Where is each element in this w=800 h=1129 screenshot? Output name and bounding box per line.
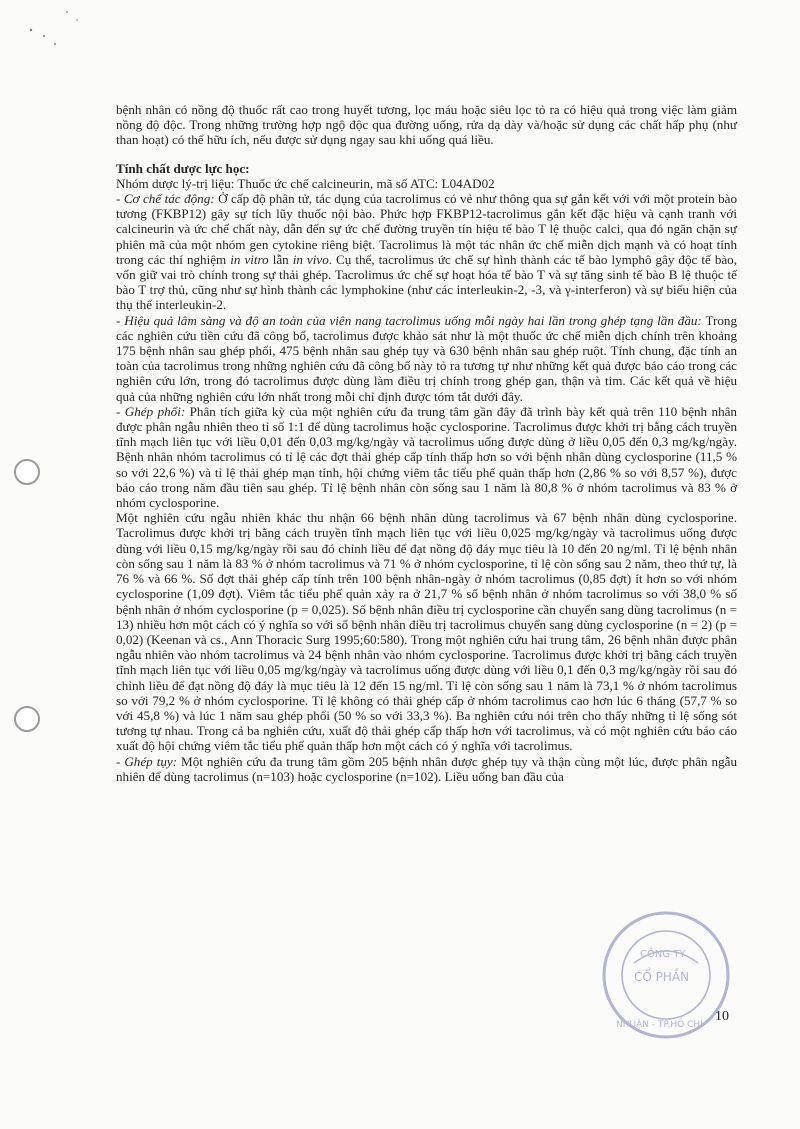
lung-label: - Ghép phổi: xyxy=(116,403,186,419)
efficacy-label: - Hiệu quả lâm sàng và độ an toàn của viên nang tacrolimus uống mỗi ngày hai lần trong ghép tạng lần đầu: xyxy=(116,312,702,328)
efficacy-paragraph xyxy=(116,313,737,404)
mechanism-label: - Cơ chế tác động: xyxy=(116,191,215,207)
document-body xyxy=(116,102,737,784)
drug-group-line: Nhóm dược lý-trị liệu: Thuốc ức chế calcineurin, mã số ATC: L04AD02 xyxy=(116,175,495,191)
lung-paragraph xyxy=(116,404,737,510)
pancreas-text: Một nghiên cứu đa trung tâm gồm 205 bệnh nhân được ghép tụy và thận cùng một lúc, được phân ngẫu nhiên để dùng tacrolimus (n=103) hoặc cyclosporine (n=102). Liều uống ban đầu của xyxy=(116,753,737,784)
and-in-text: lẫn xyxy=(268,251,293,267)
binder-hole-bottom xyxy=(14,706,40,732)
mechanism-text: Ở cấp độ phân tử, tác dụng của tacrolimus có vẻ như thông qua sự gắn kết với với một protein bào tương (FKBP12) gây sự tích lũy thuốc nội bào. Phức hợp FKBP12-tacrolimus gắn kết đặc hiệu và cạnh tranh với calcineurin và ức chế chất này, dẫn đến sự ức chế đường truyền tín hiệu tế bào T lệ thuộc calci, qua đó ngăn chặn sự phiên mã của một nhóm gen cytokine riêng biệt. Tacrolimus là một tác nhân ức chế miễn dịch mạnh và có hoạt tính trong các thí nghiệm xyxy=(116,191,738,267)
stamp-line-2: CỔ PHẦN xyxy=(634,970,690,984)
in-vitro-term: in vitro xyxy=(230,251,269,267)
pharmacodynamics-heading: Tính chất dược lực học: xyxy=(116,160,250,176)
efficacy-text: Trong các nghiên cứu tiền cứu đã công bố, tacrolimus được khảo sát như là một thuốc ức chế miễn dịch chính trên khoảng 175 bệnh nhân sau ghép phổi, 475 bệnh nhân sau ghép tụy và 630 bệnh nhân sau ghép ruột. Tính chung, đặc tính an toàn của tacrolimus trong những nghiên cứu đã công bố này tỏ ra tương tự như những kết quả được báo cáo trong các nghiên cứu lớn, trong đó tacrolimus được dùng làm điều trị chính trong ghép gan, thận và tim. Các kết quả về hiệu quả của những nghiên cứu lớn nhất trong mỗi chỉ định được tóm tắt dưới đây. xyxy=(116,312,737,404)
binder-hole-top xyxy=(14,459,40,485)
mechanism-paragraph xyxy=(116,191,737,313)
section-heading xyxy=(116,161,737,176)
stamp-line-1: CÔNG TY xyxy=(640,949,686,960)
pancreas-paragraph xyxy=(116,754,737,784)
intro-paragraph: bệnh nhân có nồng độ thuốc rất cao trong huyết tương, lọc máu hoặc siêu lọc tỏ ra có hiệu quả trong việc làm giảm nồng độ độc. Trong những trường hợp ngộ độc qua đường uống, rửa dạ dày và/hoặc sử dụng các chất hấp phụ (như than hoạt) có thể hữu ích, nếu được sử dụng ngay sau khi uống quá liều. xyxy=(116,102,737,148)
lung-text: Phân tích giữa kỳ của một nghiên cứu đa trung tâm gần đây đã trình bày kết quả trên 110 bệnh nhân được phân ngẫu nhiên theo tỉ số 1:1 để dùng tacrolimus hoặc cyclosporine. Tacrolimus được khởi trị bằng cách truyền tĩnh mạch liên tục với liều 0,01 đến 0,03 mg/kg/ngày và tacrolimus uống được dùng ở liều 0,05 đến 0,3 mg/kg/ngày. Bệnh nhân nhóm tacrolimus có tỉ lệ các đợt thải ghép cấp tính thấp hơn so với bệnh nhân dùng cyclosporine (11,5 % so với 22,6 %) và tỉ lệ thải ghép mạn tính, hội chứng viêm tắc tiểu phế quản thấp hơn (2,86 % so với 8,57 %), được báo cáo trong năm đầu tiên sau ghép. Tỉ lệ bệnh nhân còn sống sau 1 năm là 80,8 % ở nhóm tacrolimus và 83 % ở nhóm cyclosporine. xyxy=(116,403,737,511)
in-vivo-term: in vivo xyxy=(292,251,329,267)
scan-specks xyxy=(25,8,85,48)
stamp-line-3: NHUẬN - TP.HỒ CHÍ xyxy=(616,1020,703,1030)
pancreas-label: - Ghép tụy: xyxy=(116,753,178,769)
mechanism-text-2: . Cụ thể, tacrolimus ức chế sự hình thành các tế bào lymphô gây độc tế bào, vốn giữ vai trò chính trong sự thải ghép. Tacrolimus ức chế sự hoạt hóa tế bào T và sự tăng sinh tế bào B lệ thuộc tế bào T trợ thủ, cũng như sự hình thành các lymphokine (như các interleukin-2, -3, và γ-interferon) và sự biểu hiện của thụ thể interleukin-2. xyxy=(116,251,737,313)
page-number: 10 xyxy=(715,1009,729,1024)
lung-paragraph-2: Một nghiên cứu ngẫu nhiên khác thu nhận 66 bệnh nhân dùng tacrolimus và 67 bệnh nhân dùng cyclosporine. Tacrolimus được khởi trị bằng cách truyền tĩnh mạch liên tục với liều 0,025 mg/kg/ngày và tacrolimus uống được dùng với liều 0,15 mg/kg/ngày rồi sau đó chỉnh liều để đạt nồng độ đáy mục tiêu là 10 đến 20 ng/ml. Tỉ lệ bệnh nhân còn sống sau 1 năm là 83 % ở nhóm tacrolimus và 71 % ở nhóm cyclosporine, tỉ lệ còn sống sau 2 năm, theo thứ tự, là 76 % và 66 %. Số đợt thải ghép cấp tính trên 100 bệnh nhân-ngày ở nhóm tacrolimus (0,85 đợt) ít hơn so với nhóm cyclosporine (1,09 đợt). Viêm tắc tiểu phế quản xảy ra ở 21,7 % số bệnh nhân ở nhóm tacrolimus so với 38,0 % số bệnh nhân ở nhóm cyclosporine (p = 0,025). Số bệnh nhân điều trị cyclosporine cần chuyển sang dùng tacrolimus (n = 13) nhiều hơn một cách có ý nghĩa so với số bệnh nhân điều trị tacrolimus chuyển sang dùng cyclosporine (n = 2) (p = 0,02) (Keenan và cs., Ann Thoracic Surg 1995;60:580). Trong một nghiên cứu hai trung tâm, 26 bệnh nhân được phân ngẫu nhiên vào nhóm tacrolimus và 24 bệnh nhân vào nhóm cyclosporine. Tacrolimus được khởi trị bằng cách truyền tĩnh mạch liên tục với liều 0,05 mg/kg/ngày và tacrolimus uống được dùng với liều 0,1 đến 0,3 mg/kg/ngày rồi sau đó chỉnh liều để đạt nồng độ đáy là mục tiêu là 12 đến 15 ng/ml. Tỉ lệ còn sống sau 1 năm là 73,1 % ở nhóm tacrolimus so với 79,2 % ở nhóm cyclosporine. Tỉ lệ không có thải ghép cấp ở nhóm tacrolimus cao hơn lúc 6 tháng (57,7 % so với 45,8 %) và lúc 1 năm sau ghép phổi (50 % so với 33,3 %). Ba nghiên cứu nói trên cho thấy những tỉ lệ sống sót tương tự nhau. Trong cả ba nghiên cứu, xuất độ thải ghép cấp thấp hơn với tacrolimus, và có một nghiên cứu báo cáo xuất độ hội chứng viêm tắc tiểu phế quản thấp hơn một cách có ý nghĩa với tacrolimus. xyxy=(116,510,737,754)
